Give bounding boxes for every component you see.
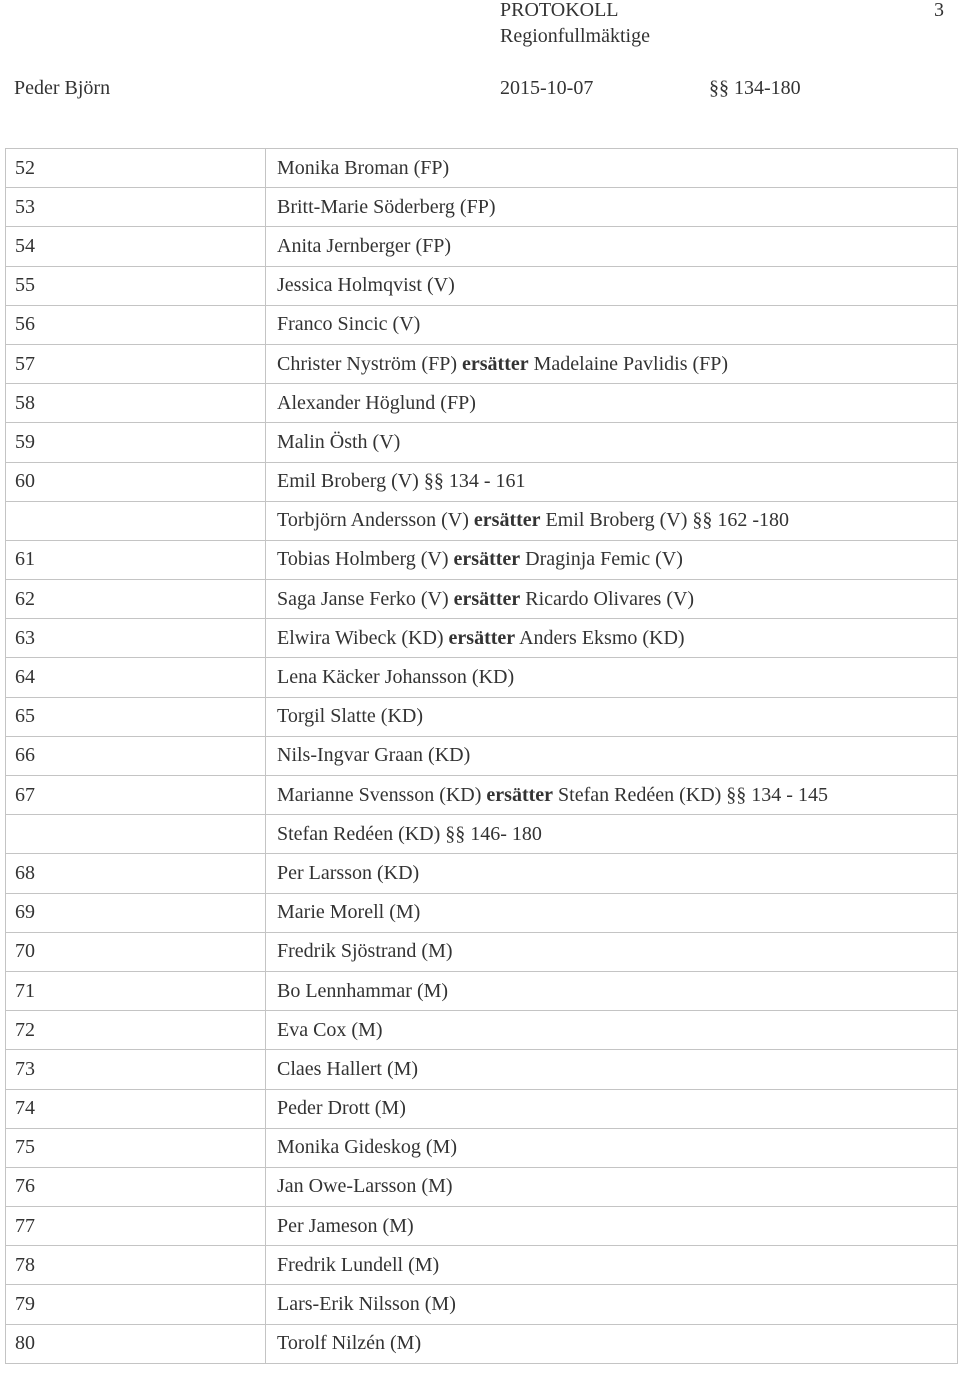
member-text: Torgil Slatte (KD) xyxy=(277,705,423,728)
member-text: Bo Lennhammar (M) xyxy=(277,979,449,1002)
seat-number: 65 xyxy=(6,697,266,736)
seat-number: 62 xyxy=(6,580,266,619)
seat-number: 60 xyxy=(6,462,266,501)
member-cell xyxy=(266,462,958,501)
table-row xyxy=(6,1285,958,1324)
table-row xyxy=(6,1207,958,1246)
member-text: Lars-Erik Nilsson (M) xyxy=(277,1293,456,1316)
seat-number xyxy=(6,815,266,854)
member-cell xyxy=(266,736,958,775)
member-cell xyxy=(266,1011,958,1050)
member-text: Eva Cox (M) xyxy=(277,1018,383,1041)
member-cell xyxy=(266,1167,958,1206)
member-cell xyxy=(266,423,958,462)
table-row xyxy=(6,1011,958,1050)
seat-number: 68 xyxy=(6,854,266,893)
table-row xyxy=(6,1050,958,1089)
member-cell xyxy=(266,384,958,423)
table-row xyxy=(6,854,958,893)
member-text: Alexander Höglund (FP) xyxy=(277,391,476,414)
member-cell xyxy=(266,776,958,815)
table-row xyxy=(6,149,958,188)
member-text: Draginja Femic (V) xyxy=(520,548,683,571)
table-row xyxy=(6,540,958,579)
table-row xyxy=(6,501,958,540)
member-text: Claes Hallert (M) xyxy=(277,1057,419,1080)
seat-number: 77 xyxy=(6,1207,266,1246)
member-text: Tobias Holmberg (V) xyxy=(277,548,454,571)
member-text: Emil Broberg (V) §§ 134 - 161 xyxy=(277,470,526,493)
member-cell xyxy=(266,1324,958,1363)
table-row xyxy=(6,1089,958,1128)
member-text: Fredrik Sjöstrand (M) xyxy=(277,940,453,963)
member-cell xyxy=(266,540,958,579)
member-cell xyxy=(266,658,958,697)
member-text: Per Larsson (KD) xyxy=(277,861,420,884)
replacement-keyword: ersätter xyxy=(448,626,516,649)
seat-number: 56 xyxy=(6,305,266,344)
page-number: 3 xyxy=(934,0,944,21)
replacement-keyword: ersätter xyxy=(453,548,521,571)
table-row xyxy=(6,266,958,305)
member-cell xyxy=(266,501,958,540)
member-text: Per Jameson (M) xyxy=(277,1214,414,1237)
replacement-keyword: ersätter xyxy=(486,783,554,806)
replacement-keyword: ersätter xyxy=(473,509,541,532)
member-text: Saga Janse Ferko (V) xyxy=(277,587,454,610)
member-cell xyxy=(266,1089,958,1128)
seat-number: 58 xyxy=(6,384,266,423)
seat-number: 75 xyxy=(6,1128,266,1167)
author-name: Peder Björn xyxy=(14,77,111,99)
seat-number: 64 xyxy=(6,658,266,697)
seat-number: 61 xyxy=(6,540,266,579)
member-cell xyxy=(266,305,958,344)
table-row xyxy=(6,697,958,736)
seat-number: 53 xyxy=(6,188,266,227)
seat-number: 80 xyxy=(6,1324,266,1363)
member-text: Ricardo Olivares (V) xyxy=(520,587,695,610)
table-row xyxy=(6,1128,958,1167)
member-text: Emil Broberg (V) §§ 162 -180 xyxy=(540,509,790,532)
table-row xyxy=(6,971,958,1010)
member-cell xyxy=(266,1246,958,1285)
member-text: Torolf Nilzén (M) xyxy=(277,1332,422,1355)
member-text: Marianne Svensson (KD) xyxy=(277,783,487,806)
seat-number: 70 xyxy=(6,932,266,971)
member-text: Madelaine Pavlidis (FP) xyxy=(528,352,729,375)
seat-number: 71 xyxy=(6,971,266,1010)
member-text: Christer Nyström (FP) xyxy=(277,352,462,375)
member-text: Nils-Ingvar Graan (KD) xyxy=(277,744,471,767)
member-text: Franco Sincic (V) xyxy=(277,313,421,336)
member-text: Jessica Holmqvist (V) xyxy=(277,274,455,297)
member-cell xyxy=(266,1207,958,1246)
section-range: §§ 134-180 xyxy=(709,77,801,99)
member-text: Stefan Redéen (KD) §§ 146- 180 xyxy=(277,822,542,845)
seat-number: 57 xyxy=(6,344,266,383)
member-cell xyxy=(266,149,958,188)
seat-number: 73 xyxy=(6,1050,266,1089)
seat-number: 78 xyxy=(6,1246,266,1285)
table-row xyxy=(6,344,958,383)
member-text: Jan Owe-Larsson (M) xyxy=(277,1175,453,1198)
table-row xyxy=(6,462,958,501)
seat-number: 66 xyxy=(6,736,266,775)
member-cell xyxy=(266,580,958,619)
table-row xyxy=(6,423,958,462)
member-cell xyxy=(266,227,958,266)
table-row xyxy=(6,1324,958,1363)
member-text: Britt-Marie Söderberg (FP) xyxy=(277,195,496,218)
table-row xyxy=(6,619,958,658)
table-row xyxy=(6,188,958,227)
table-row xyxy=(6,305,958,344)
member-text: Stefan Redéen (KD) §§ 134 - 145 xyxy=(553,783,828,806)
table-row xyxy=(6,815,958,854)
member-text: Lena Käcker Johansson (KD) xyxy=(277,666,515,689)
member-text: Anders Eksmo (KD) xyxy=(515,626,685,649)
seat-number: 52 xyxy=(6,149,266,188)
member-text: Torbjörn Andersson (V) xyxy=(277,509,474,532)
seat-number: 79 xyxy=(6,1285,266,1324)
seat-number: 59 xyxy=(6,423,266,462)
member-cell xyxy=(266,815,958,854)
seat-number: 74 xyxy=(6,1089,266,1128)
member-text: Elwira Wibeck (KD) xyxy=(277,626,449,649)
seat-number xyxy=(6,501,266,540)
replacement-keyword: ersätter xyxy=(453,587,521,610)
seat-number: 63 xyxy=(6,619,266,658)
member-cell xyxy=(266,1050,958,1089)
member-cell xyxy=(266,344,958,383)
table-row xyxy=(6,736,958,775)
attendance-table-body xyxy=(6,149,958,1364)
member-cell xyxy=(266,188,958,227)
member-cell xyxy=(266,266,958,305)
seat-number: 76 xyxy=(6,1167,266,1206)
member-cell xyxy=(266,854,958,893)
table-row xyxy=(6,932,958,971)
member-cell xyxy=(266,697,958,736)
table-row xyxy=(6,776,958,815)
table-row xyxy=(6,1246,958,1285)
table-row xyxy=(6,580,958,619)
table-row xyxy=(6,227,958,266)
table-row xyxy=(6,658,958,697)
member-text: Anita Jernberger (FP) xyxy=(277,234,452,257)
table-row xyxy=(6,384,958,423)
member-text: Marie Morell (M) xyxy=(277,901,421,924)
member-cell xyxy=(266,971,958,1010)
member-text: Peder Drott (M) xyxy=(277,1097,406,1120)
replacement-keyword: ersätter xyxy=(462,352,529,375)
table-row xyxy=(6,1167,958,1206)
member-text: Monika Broman (FP) xyxy=(277,156,450,179)
member-text: Fredrik Lundell (M) xyxy=(277,1253,440,1276)
seat-number: 69 xyxy=(6,893,266,932)
seat-number: 67 xyxy=(6,776,266,815)
seat-number: 72 xyxy=(6,1011,266,1050)
member-cell xyxy=(266,1285,958,1324)
member-text: Monika Gideskog (M) xyxy=(277,1136,457,1159)
document-subtitle: Regionfullmäktige xyxy=(500,25,650,47)
member-cell xyxy=(266,893,958,932)
meeting-date: 2015-10-07 xyxy=(500,77,594,99)
member-text: Malin Östh (V) xyxy=(277,430,401,453)
seat-number: 55 xyxy=(6,266,266,305)
seat-number: 54 xyxy=(6,227,266,266)
member-cell xyxy=(266,1128,958,1167)
member-cell xyxy=(266,932,958,971)
attendance-table xyxy=(5,148,958,1364)
document-title: PROTOKOLL xyxy=(500,0,619,21)
member-cell xyxy=(266,619,958,658)
table-row xyxy=(6,893,958,932)
